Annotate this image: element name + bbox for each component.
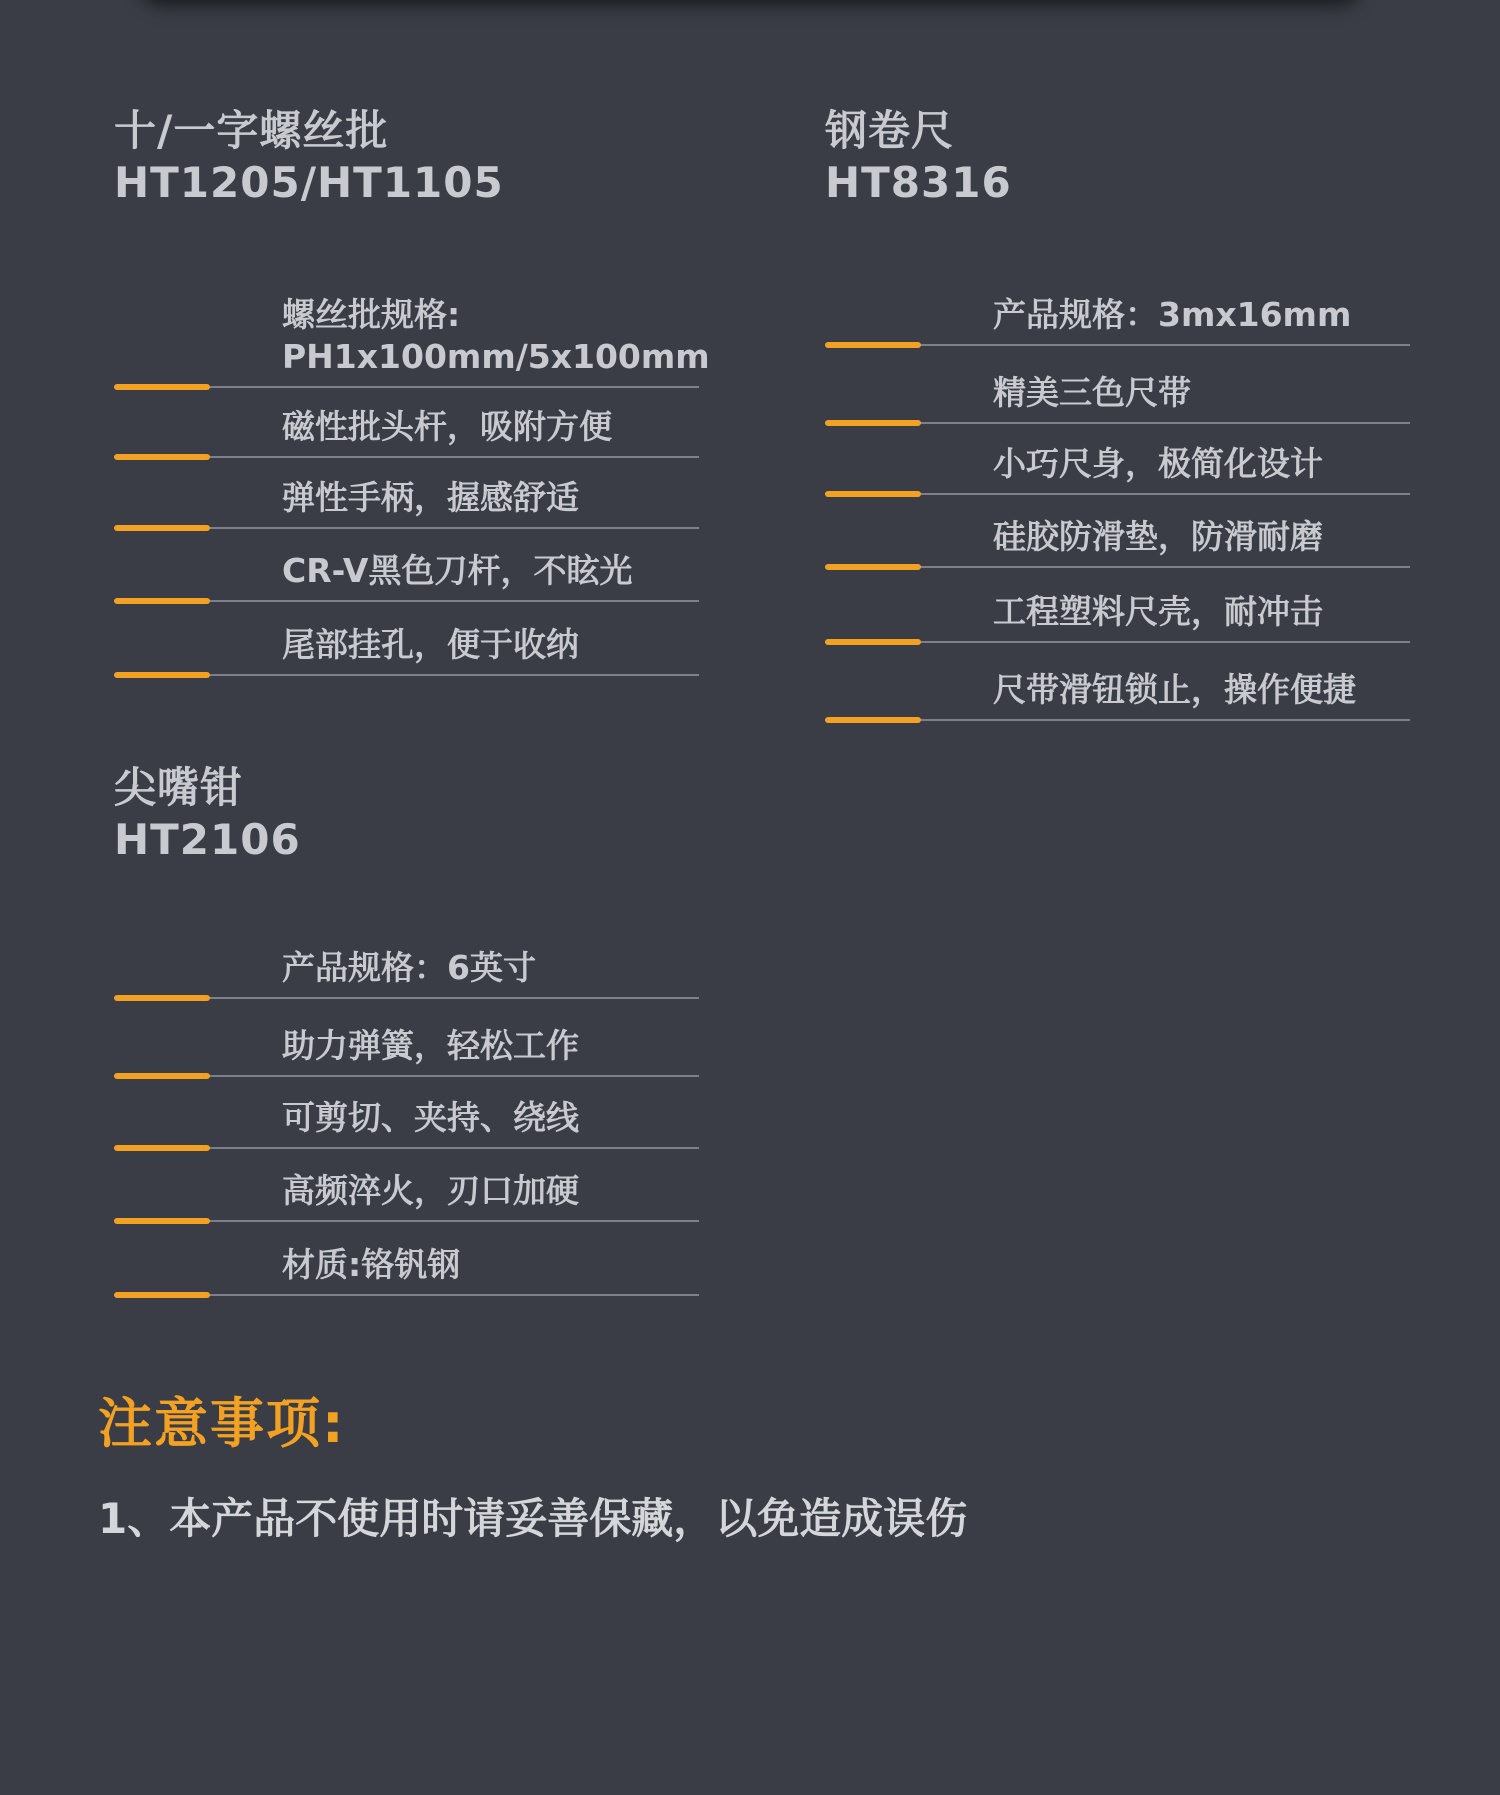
- feature-row: [825, 424, 1410, 495]
- feature-text: 螺丝批规格: PH1x100mm/5x100mm: [282, 295, 710, 376]
- feature-text: 尺带滑钮锁止，操作便捷: [993, 670, 1356, 709]
- feature-text: 产品规格：6英寸: [282, 948, 536, 987]
- feature-row: [114, 529, 699, 602]
- product-pliers: [114, 762, 714, 1284]
- feature-text: 高频淬火，刃口加硬: [282, 1171, 579, 1210]
- notes-item: 1、本产品不使用时请妥善保藏，以免造成误伤: [98, 1494, 968, 1543]
- feature-row: [114, 1149, 699, 1222]
- feature-row: [114, 458, 699, 529]
- feature-row: [114, 388, 699, 458]
- feature-row: [825, 255, 1410, 346]
- feature-text: 材质:铬钒钢: [282, 1245, 461, 1284]
- feature-text: 小巧尺身，极简化设计: [993, 444, 1323, 483]
- feature-text: CR-V黑色刀杆，不眩光: [282, 551, 633, 590]
- feature-row: [114, 1077, 699, 1149]
- feature-row: [114, 602, 699, 676]
- feature-row: [825, 643, 1410, 721]
- product-screwdriver: [114, 105, 714, 685]
- product-model: HT8316: [825, 158, 1012, 207]
- feature-text: 工程塑料尺壳，耐冲击: [993, 592, 1323, 631]
- product-title: 尖嘴钳: [114, 763, 244, 812]
- product-tape-measure: [825, 105, 1425, 709]
- product-model: HT2106: [114, 815, 301, 864]
- accent-bar: [114, 672, 210, 678]
- feature-row: [114, 902, 699, 999]
- feature-row: [114, 1222, 699, 1296]
- feature-text: 尾部挂孔，便于收纳: [282, 625, 579, 664]
- feature-row: [114, 285, 710, 388]
- product-title: 钢卷尺: [825, 106, 955, 155]
- feature-row: [825, 346, 1410, 424]
- accent-bar: [825, 717, 921, 723]
- feature-text: 硅胶防滑垫，防滑耐磨: [993, 517, 1323, 556]
- feature-row: [114, 999, 699, 1077]
- feature-text: 产品规格：3mx16mm: [993, 295, 1352, 334]
- feature-text: 可剪切、夹持、绕线: [282, 1098, 579, 1137]
- notes-title: 注意事项:: [98, 1392, 346, 1455]
- feature-text: 磁性批头杆，吸附方便: [282, 407, 612, 446]
- feature-text: 精美三色尺带: [993, 373, 1191, 412]
- feature-row: [825, 568, 1410, 643]
- feature-text: 弹性手柄，握感舒适: [282, 478, 579, 517]
- product-title: 十/一字螺丝批: [114, 106, 389, 155]
- product-model: HT1205/HT1105: [114, 158, 504, 207]
- feature-row: [825, 495, 1410, 568]
- accent-bar: [114, 1292, 210, 1298]
- feature-text: 助力弹簧，轻松工作: [282, 1026, 579, 1065]
